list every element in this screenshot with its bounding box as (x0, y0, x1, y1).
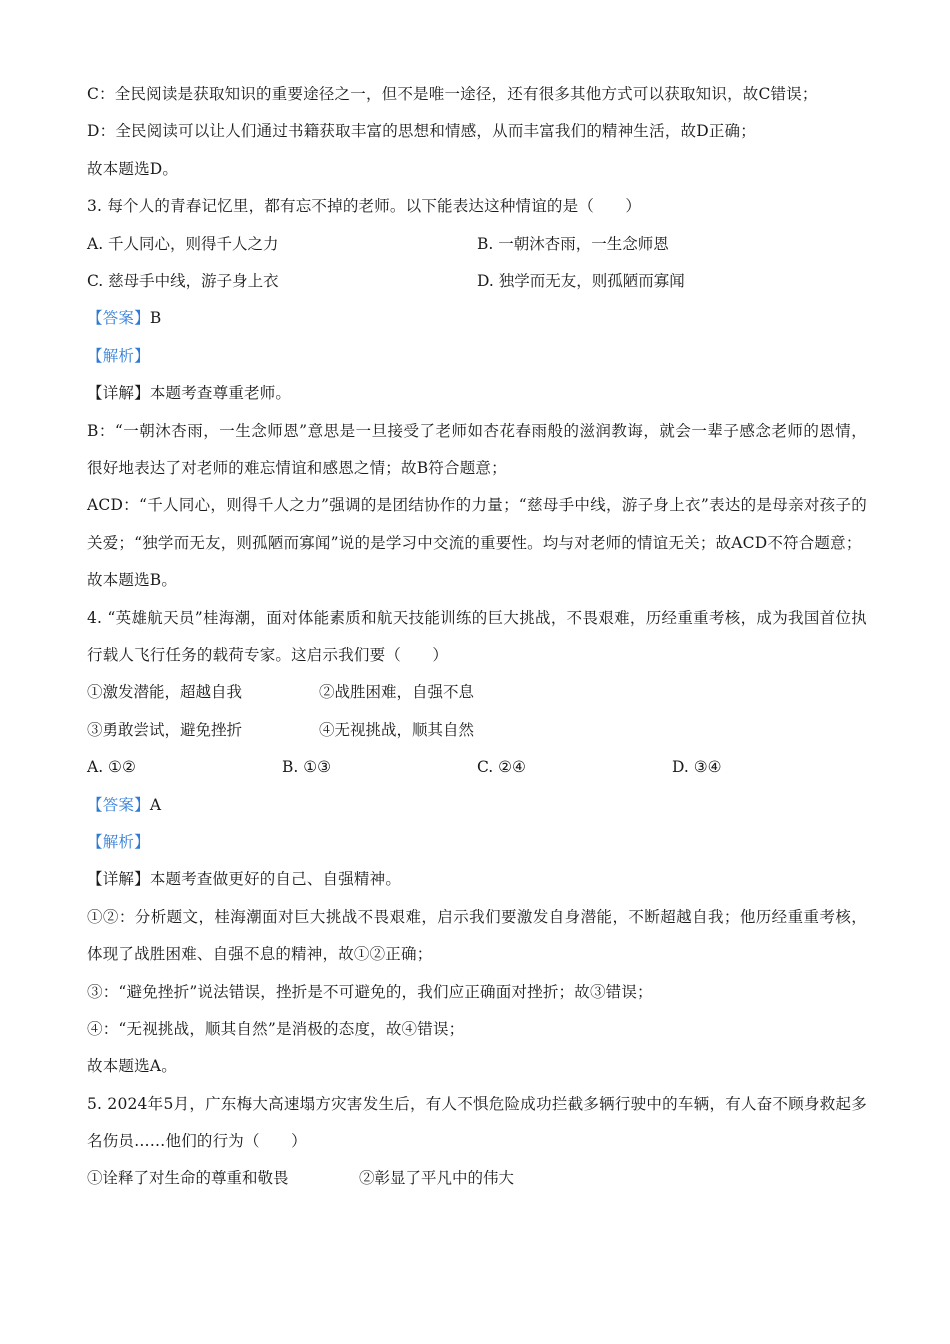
q4-statement-3: ③勇敢尝试，避免挫折 (87, 720, 243, 739)
q2-conclusion: 故本题选D。 (87, 159, 179, 178)
q3-option-c: C. 慈母手中线，游子身上衣 (87, 271, 279, 290)
q2-option-d-explanation: D：全民阅读可以让人们通过书籍获取丰富的思想和情感，从而丰富我们的精神生活，故D正确； (87, 122, 756, 141)
q5-stem: 5. 2024年5月，广东梅大高速塌方灾害发生后，有人不惧危险成功拦截多辆行驶中的车辆，有人奋不顾身救起多名伤员……他们的行为（ ） (87, 1094, 867, 1151)
q4-statements-row-2 (87, 712, 867, 749)
q4-analysis-tag: 【解析】 (87, 832, 150, 851)
q4-detail-intro: 本题考查做更好的自己、自强精神。 (149, 870, 402, 889)
q3-detail-tag: 【详解】 (87, 384, 150, 403)
q5-statement-2: ②彰显了平凡中的伟大 (359, 1169, 515, 1188)
q3-analysis (87, 338, 867, 375)
q3-answer (87, 300, 867, 337)
q3-conclusion: 故本题选B。 (87, 571, 178, 590)
q4-statement-4: ④无视挑战，顺其自然 (319, 720, 475, 739)
q4-option-c: C. ②④ (477, 758, 526, 777)
q3-option-a: A. 千人同心，则得千人之力 (87, 234, 279, 253)
q4-explanation-4: ④：“无视挑战，顺其自然”是消极的态度，故④错误； (87, 1019, 465, 1038)
q4-analysis (87, 824, 867, 861)
q4-explanation-3: ③：“避免挫折”说法错误，挫折是不可避免的，我们应正确面对挫折；故③错误； (87, 982, 653, 1001)
q2-option-c-explanation: C：全民阅读是获取知识的重要途径之一，但不是唯一途径，还有很多其他方式可以获取知识，故C错误； (87, 85, 818, 103)
q4-detail-tag: 【详解】 (87, 870, 150, 889)
q3-explanation-b: B：“一朝沐杏雨，一生念师恩”意思是一旦接受了老师如杏花春雨般的滋润教诲，就会一辈子感念老师的恩情，很好地表达了对老师的难忘情谊和感恩之情；故B符合题意； (87, 421, 867, 477)
q3-explanation-acd: ACD：“千人同心，则得千人之力”强调的是团结协作的力量；“慈母手中线，游子身上衣”表达的是母亲对孩子的关爱；“独学而无友，则孤陋而寡闻”说的是学习中交流的重要性。均与对老师的情谊无关；故ACD不符合题意； (87, 496, 867, 552)
q4-answer-tag: 【答案】 (87, 795, 150, 814)
q5-statement-1: ①诠释了对生命的尊重和敬畏 (87, 1169, 289, 1188)
q3-answer-tag: 【答案】 (87, 309, 150, 328)
q3-options-row-2 (87, 263, 867, 300)
q4-option-a: A. ①② (87, 758, 136, 777)
q3-detail-intro: 本题考查尊重老师。 (149, 384, 292, 403)
q4-option-d: D. ③④ (672, 758, 722, 777)
q3-analysis-tag: 【解析】 (87, 346, 150, 365)
q3-stem: 3. 每个人的青春记忆里，都有忘不掉的老师。以下能表达这种情谊的是（ ） (87, 197, 642, 216)
q4-answer-value: A (149, 795, 162, 814)
q3-answer-value: B (149, 309, 162, 328)
q4-detail (87, 861, 867, 898)
q4-answer (87, 787, 867, 824)
q4-option-b: B. ①③ (282, 758, 332, 777)
q4-statement-1: ①激发潜能，超越自我 (87, 683, 243, 702)
q3-options-row-1 (87, 226, 867, 263)
q4-conclusion: 故本题选A。 (87, 1057, 177, 1076)
document-page (87, 76, 867, 1198)
q4-explanation-12: ①②：分析题文，桂海潮面对巨大挑战不畏艰难，启示我们要激发自身潜能，不断超越自我；他历经重重考核，体现了战胜困难、自强不息的精神，故①②正确； (87, 907, 867, 964)
q3-option-b: B. 一朝沐杏雨，一生念师恩 (477, 234, 669, 253)
q4-statement-2: ②战胜困难，自强不息 (319, 683, 475, 702)
q4-options-row (87, 749, 867, 786)
q3-option-d: D. 独学而无友，则孤陋而寡闻 (477, 271, 685, 290)
q4-stem: 4. “英雄航天员”桂海潮，面对体能素质和航天技能训练的巨大挑战，不畏艰难，历经重重考核，成为我国首位执行载人飞行任务的载荷专家。这启示我们要（ ） (87, 608, 867, 664)
q3-detail (87, 375, 867, 412)
q4-statements-row-1 (87, 674, 867, 711)
q5-statements-row-1 (87, 1160, 867, 1197)
